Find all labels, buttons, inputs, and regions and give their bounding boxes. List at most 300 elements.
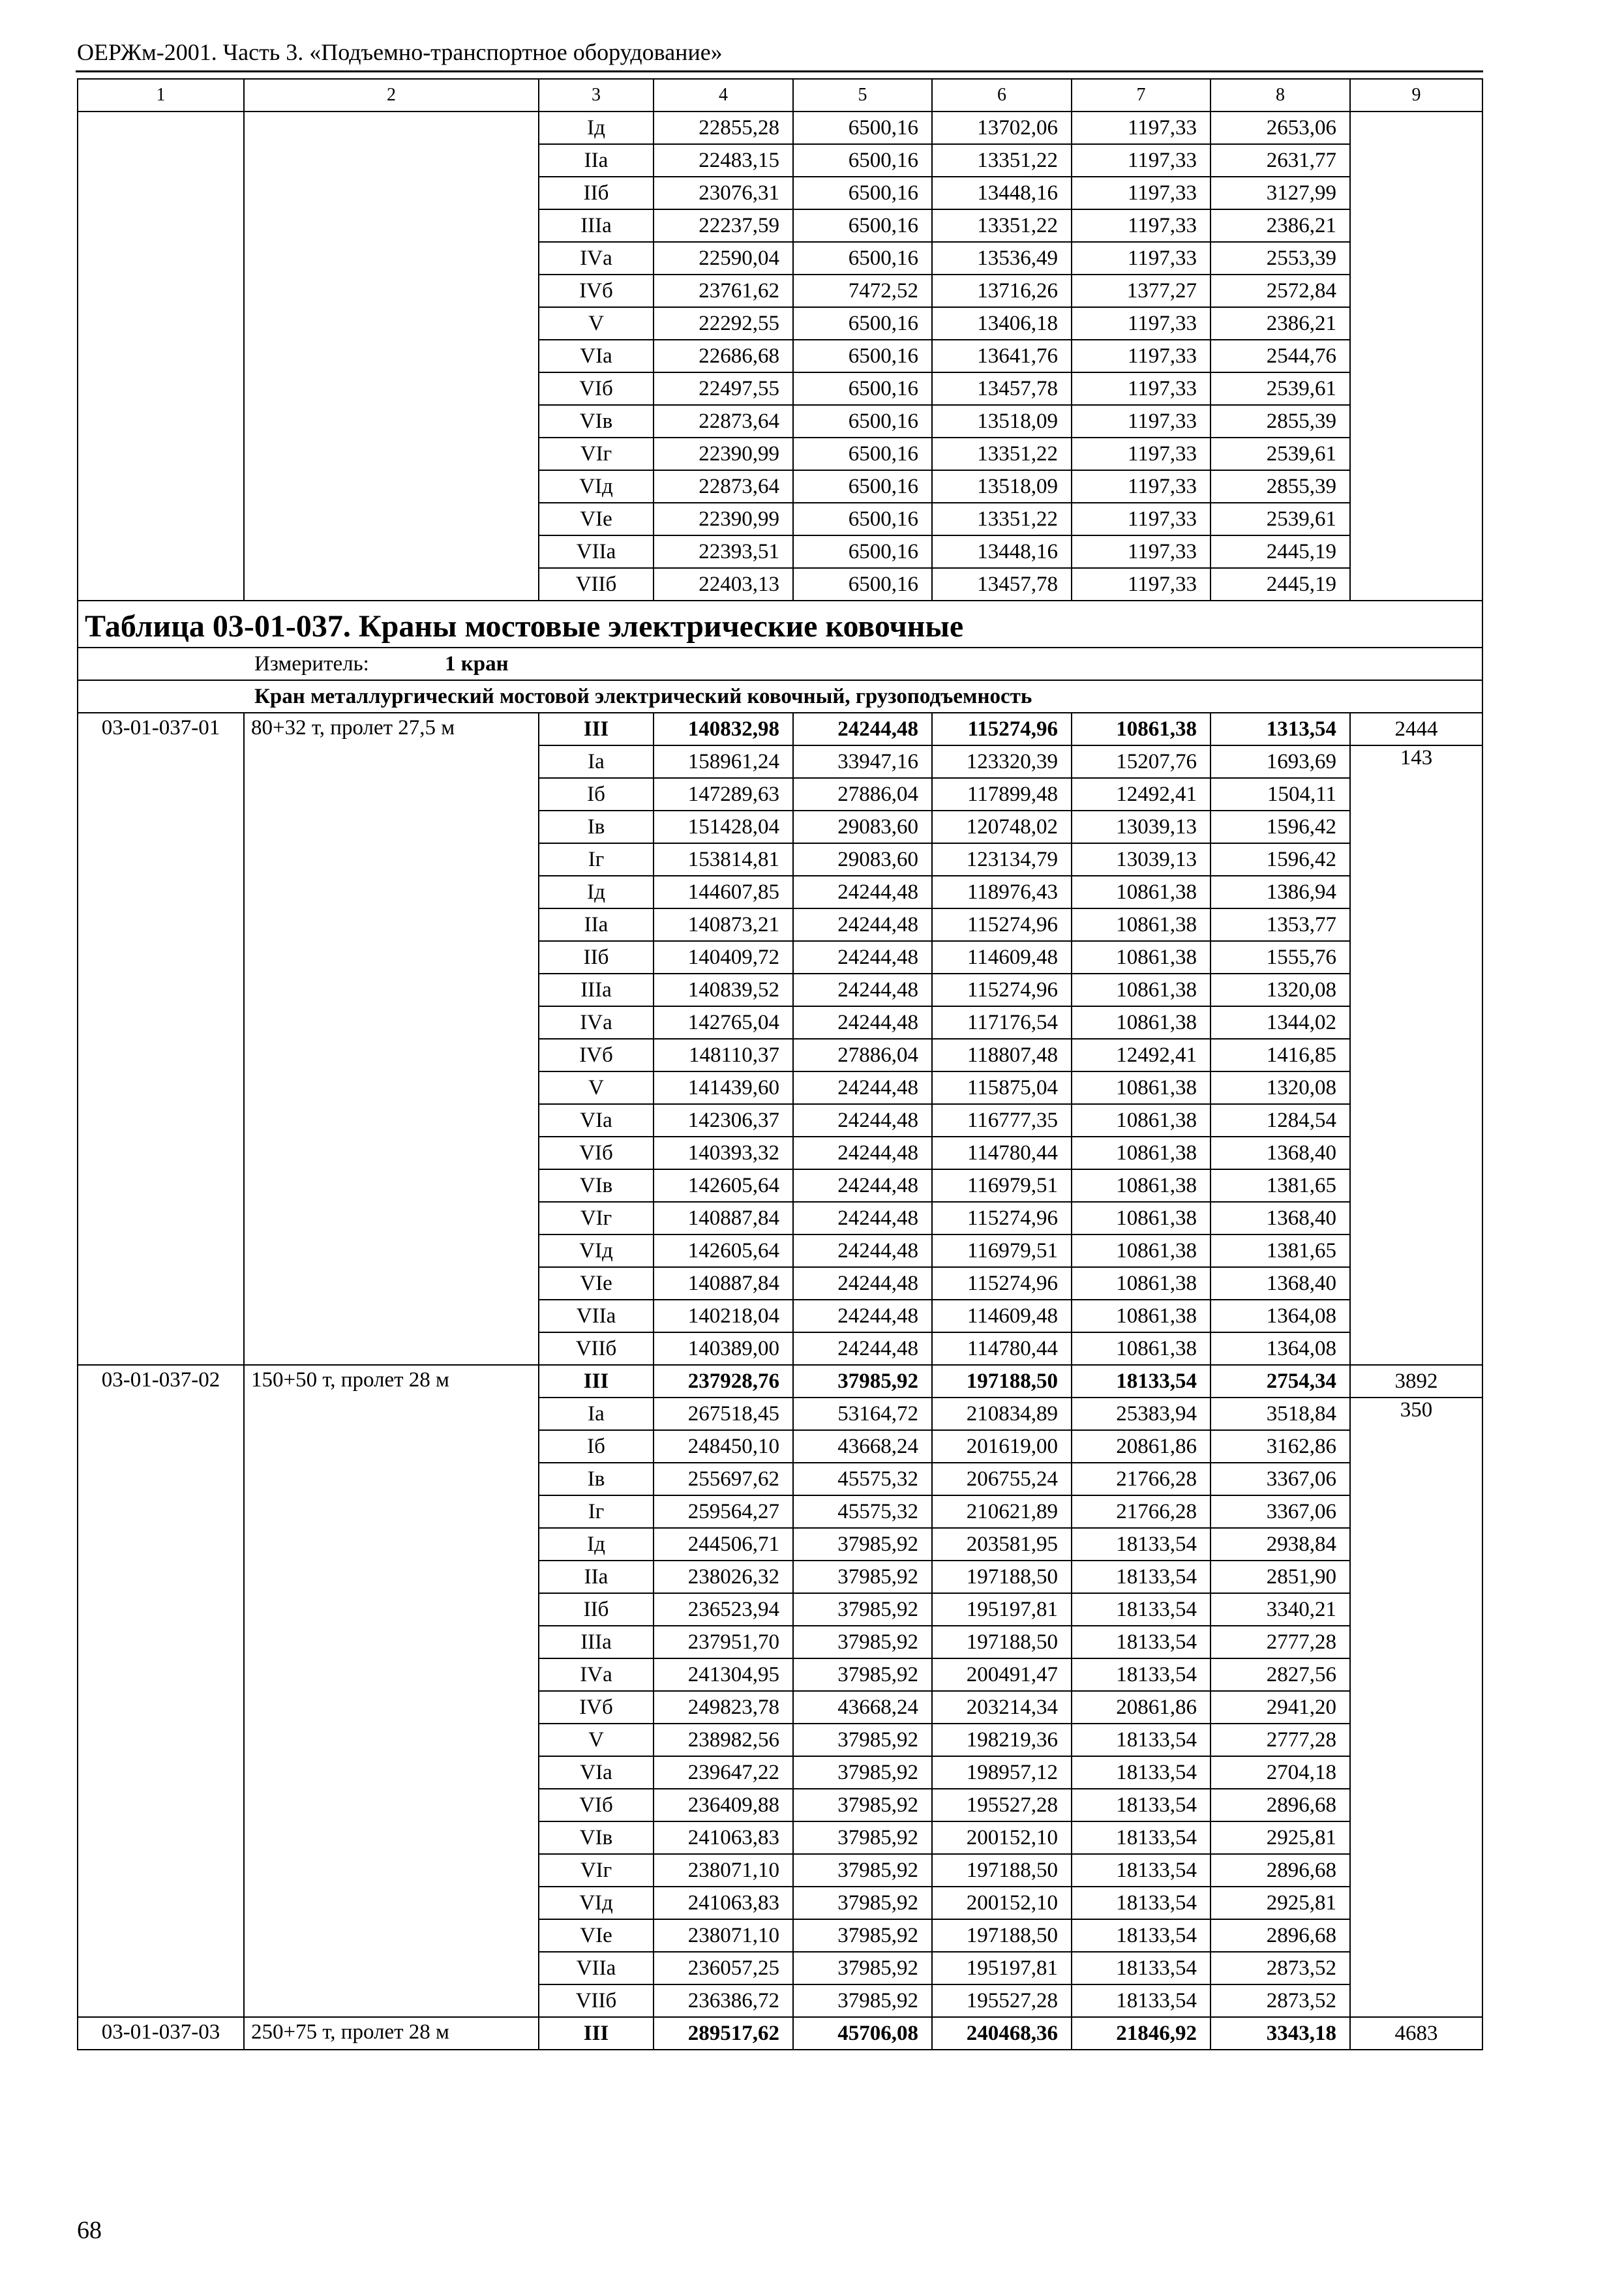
value-cell: 1197,33 — [1072, 112, 1210, 144]
value-cell: 2653,06 — [1210, 112, 1350, 144]
zone-cell: VIе — [539, 503, 654, 535]
value-cell: 147289,63 — [654, 778, 793, 811]
table-row — [78, 2017, 1482, 2050]
value-cell: 21766,28 — [1072, 1463, 1210, 1495]
value-cell: 15207,76 — [1072, 745, 1210, 778]
value-cell: 37985,92 — [793, 1561, 932, 1593]
value-cell: 3518,84 — [1210, 1398, 1350, 1430]
column-number: 1 — [78, 79, 244, 112]
value-cell: 6500,16 — [793, 470, 932, 503]
value-cell: 2754,34 — [1210, 1365, 1350, 1398]
value-cell: 6500,16 — [793, 242, 932, 275]
value-cell: 53164,72 — [793, 1398, 932, 1430]
value-cell: 239647,22 — [654, 1756, 793, 1789]
value-cell: 203581,95 — [932, 1528, 1072, 1561]
zone-cell: VIд — [539, 470, 654, 503]
value-cell: 24244,48 — [793, 1300, 932, 1332]
zone-cell: VIIа — [539, 1952, 654, 1984]
value-cell: 6500,16 — [793, 405, 932, 438]
item-code: 03-01-037-01 — [78, 713, 244, 1365]
value-cell: 114780,44 — [932, 1332, 1072, 1365]
value-cell: 1377,27 — [1072, 275, 1210, 307]
table-row — [78, 713, 1482, 745]
value-cell: 144607,85 — [654, 876, 793, 908]
value-cell: 1368,40 — [1210, 1137, 1350, 1169]
value-cell: 197188,50 — [932, 1854, 1072, 1887]
zone-cell: Iа — [539, 745, 654, 778]
value-cell: 1416,85 — [1210, 1039, 1350, 1071]
value-cell: 12492,41 — [1072, 1039, 1210, 1071]
value-cell: 13457,78 — [932, 568, 1072, 601]
value-cell: 24244,48 — [793, 1137, 932, 1169]
value-cell: 2553,39 — [1210, 242, 1350, 275]
table-title-row — [78, 601, 1482, 648]
value-cell: 259564,27 — [654, 1495, 793, 1528]
value-cell: 10861,38 — [1072, 1202, 1210, 1234]
value-cell: 37985,92 — [793, 1626, 932, 1658]
value-cell: 6500,16 — [793, 340, 932, 372]
value-cell: 2896,68 — [1210, 1854, 1350, 1887]
value-cell: 1197,33 — [1072, 535, 1210, 568]
value-cell: 236057,25 — [654, 1952, 793, 1984]
value-cell: 200152,10 — [932, 1887, 1072, 1919]
value-cell: 116979,51 — [932, 1169, 1072, 1202]
value-cell: 115274,96 — [932, 974, 1072, 1006]
meter-label: Измеритель: — [254, 652, 369, 676]
zone-cell: VIг — [539, 1202, 654, 1234]
value-cell: 115274,96 — [932, 908, 1072, 941]
value-cell: 22390,99 — [654, 503, 793, 535]
value-cell: 13351,22 — [932, 144, 1072, 177]
value-cell: 18133,54 — [1072, 1887, 1210, 1919]
zone-cell: VIIб — [539, 568, 654, 601]
value-cell: 2925,81 — [1210, 1821, 1350, 1854]
value-cell: 6500,16 — [793, 438, 932, 470]
value-cell: 1197,33 — [1072, 242, 1210, 275]
value-cell: 3340,21 — [1210, 1593, 1350, 1626]
col9-value: 350 — [1350, 1398, 1482, 2017]
zone-cell: IVа — [539, 242, 654, 275]
value-cell: 22393,51 — [654, 535, 793, 568]
value-cell: 10861,38 — [1072, 1104, 1210, 1137]
zone-cell: V — [539, 1071, 654, 1104]
value-cell: 23076,31 — [654, 177, 793, 209]
value-cell: 45575,32 — [793, 1495, 932, 1528]
value-cell: 22590,04 — [654, 242, 793, 275]
column-number: 6 — [932, 79, 1072, 112]
value-cell: 10861,38 — [1072, 1234, 1210, 1267]
value-cell: 10861,38 — [1072, 1267, 1210, 1300]
value-cell: 1693,69 — [1210, 745, 1350, 778]
value-cell: 1197,33 — [1072, 307, 1210, 340]
column-number: 9 — [1350, 79, 1482, 112]
value-cell: 18133,54 — [1072, 1528, 1210, 1561]
value-cell: 13518,09 — [932, 405, 1072, 438]
value-cell: 1320,08 — [1210, 1071, 1350, 1104]
value-cell: 123320,39 — [932, 745, 1072, 778]
item-code: 03-01-037-02 — [78, 1365, 244, 2017]
zone-cell: Iб — [539, 778, 654, 811]
value-cell: 22873,64 — [654, 470, 793, 503]
value-cell: 140832,98 — [654, 713, 793, 745]
value-cell: 206755,24 — [932, 1463, 1072, 1495]
value-cell: 18133,54 — [1072, 1365, 1210, 1398]
value-cell: 37985,92 — [793, 1789, 932, 1821]
value-cell: 7472,52 — [793, 275, 932, 307]
value-cell: 142765,04 — [654, 1006, 793, 1039]
value-cell: 37985,92 — [793, 1724, 932, 1756]
zone-cell: VIв — [539, 1169, 654, 1202]
value-cell: 237928,76 — [654, 1365, 793, 1398]
name-cell — [244, 112, 539, 601]
value-cell: 18133,54 — [1072, 1724, 1210, 1756]
zone-cell: V — [539, 307, 654, 340]
value-cell: 115274,96 — [932, 1202, 1072, 1234]
price-table — [77, 78, 1483, 2050]
zone-cell: VIIа — [539, 535, 654, 568]
value-cell: 18133,54 — [1072, 1952, 1210, 1984]
value-cell: 10861,38 — [1072, 1137, 1210, 1169]
value-cell: 10861,38 — [1072, 974, 1210, 1006]
value-cell: 142605,64 — [654, 1234, 793, 1267]
column-number: 2 — [244, 79, 539, 112]
value-cell: 197188,50 — [932, 1626, 1072, 1658]
table-title: Таблица 03-01-037. Краны мостовые электрические ковочные — [78, 601, 1482, 648]
code-cell — [78, 112, 244, 601]
value-cell: 2938,84 — [1210, 1528, 1350, 1561]
zone-cell: IVб — [539, 275, 654, 307]
value-cell: 114609,48 — [932, 1300, 1072, 1332]
subtitle-row — [78, 680, 1482, 713]
value-cell: 37985,92 — [793, 1984, 932, 2017]
value-cell: 6500,16 — [793, 112, 932, 144]
value-cell: 2544,76 — [1210, 340, 1350, 372]
value-cell: 1596,42 — [1210, 811, 1350, 843]
value-cell: 2572,84 — [1210, 275, 1350, 307]
value-cell: 18133,54 — [1072, 1756, 1210, 1789]
value-cell: 141439,60 — [654, 1071, 793, 1104]
value-cell: 3343,18 — [1210, 2017, 1350, 2050]
zone-cell: VIг — [539, 438, 654, 470]
value-cell: 2445,19 — [1210, 568, 1350, 601]
value-cell: 20861,86 — [1072, 1430, 1210, 1463]
value-cell: 118807,48 — [932, 1039, 1072, 1071]
value-cell: 210621,89 — [932, 1495, 1072, 1528]
running-title: ОЕРЖм-2001. Часть 3. «Подъемно-транспортное оборудование» — [77, 39, 723, 65]
value-cell: 2941,20 — [1210, 1691, 1350, 1724]
value-cell: 3162,86 — [1210, 1430, 1350, 1463]
zone-cell: IVа — [539, 1658, 654, 1691]
value-cell: 195197,81 — [932, 1952, 1072, 1984]
value-cell: 13351,22 — [932, 503, 1072, 535]
zone-cell: VIа — [539, 1104, 654, 1137]
value-cell: 2873,52 — [1210, 1952, 1350, 1984]
value-cell: 13716,26 — [932, 275, 1072, 307]
value-cell: 289517,62 — [654, 2017, 793, 2050]
value-cell: 1197,33 — [1072, 470, 1210, 503]
value-cell: 123134,79 — [932, 843, 1072, 876]
value-cell: 13702,06 — [932, 112, 1072, 144]
value-cell: 2777,28 — [1210, 1626, 1350, 1658]
value-cell: 3367,06 — [1210, 1495, 1350, 1528]
value-cell: 210834,89 — [932, 1398, 1072, 1430]
value-cell: 43668,24 — [793, 1691, 932, 1724]
zone-cell: VIб — [539, 1789, 654, 1821]
value-cell: 10861,38 — [1072, 1071, 1210, 1104]
value-cell: 117176,54 — [932, 1006, 1072, 1039]
value-cell: 115274,96 — [932, 1267, 1072, 1300]
value-cell: 197188,50 — [932, 1919, 1072, 1952]
value-cell: 197188,50 — [932, 1365, 1072, 1398]
value-cell: 37985,92 — [793, 1887, 932, 1919]
zone-cell: VIв — [539, 1821, 654, 1854]
value-cell: 153814,81 — [654, 843, 793, 876]
value-cell: 2855,39 — [1210, 470, 1350, 503]
value-cell: 148110,37 — [654, 1039, 793, 1071]
meter-value: 1 кран — [445, 652, 509, 676]
value-cell: 37985,92 — [793, 1593, 932, 1626]
value-cell: 2851,90 — [1210, 1561, 1350, 1593]
item-code: 03-01-037-03 — [78, 2017, 244, 2050]
value-cell: 2386,21 — [1210, 209, 1350, 242]
value-cell: 241063,83 — [654, 1821, 793, 1854]
value-cell: 22483,15 — [654, 144, 793, 177]
value-cell: 24244,48 — [793, 1169, 932, 1202]
value-cell: 120748,02 — [932, 811, 1072, 843]
value-cell: 248450,10 — [654, 1430, 793, 1463]
value-cell: 2896,68 — [1210, 1789, 1350, 1821]
value-cell: 142605,64 — [654, 1169, 793, 1202]
value-cell: 249823,78 — [654, 1691, 793, 1724]
value-cell: 13641,76 — [932, 340, 1072, 372]
zone-cell: IIа — [539, 1561, 654, 1593]
value-cell: 1504,11 — [1210, 778, 1350, 811]
value-cell: 13448,16 — [932, 177, 1072, 209]
column-number: 8 — [1210, 79, 1350, 112]
value-cell: 24244,48 — [793, 876, 932, 908]
col9-value: 3892 — [1350, 1365, 1482, 1398]
value-cell: 2873,52 — [1210, 1984, 1350, 2017]
value-cell: 2896,68 — [1210, 1919, 1350, 1952]
value-cell: 6500,16 — [793, 307, 932, 340]
value-cell: 3127,99 — [1210, 177, 1350, 209]
value-cell: 1381,65 — [1210, 1234, 1350, 1267]
value-cell: 22497,55 — [654, 372, 793, 405]
value-cell: 116777,35 — [932, 1104, 1072, 1137]
value-cell: 1596,42 — [1210, 843, 1350, 876]
col9-cell — [1350, 112, 1482, 601]
value-cell: 13406,18 — [932, 307, 1072, 340]
column-number: 3 — [539, 79, 654, 112]
value-cell: 10861,38 — [1072, 908, 1210, 941]
meter-row — [78, 648, 1482, 680]
table-row — [78, 112, 1482, 144]
value-cell: 195527,28 — [932, 1789, 1072, 1821]
value-cell: 21766,28 — [1072, 1495, 1210, 1528]
value-cell: 37985,92 — [793, 1528, 932, 1561]
value-cell: 1197,33 — [1072, 438, 1210, 470]
value-cell: 1555,76 — [1210, 941, 1350, 974]
value-cell: 24244,48 — [793, 1332, 932, 1365]
value-cell: 140887,84 — [654, 1267, 793, 1300]
value-cell: 1197,33 — [1072, 503, 1210, 535]
value-cell: 1313,54 — [1210, 713, 1350, 745]
value-cell: 238982,56 — [654, 1724, 793, 1756]
value-cell: 13351,22 — [932, 209, 1072, 242]
value-cell: 140409,72 — [654, 941, 793, 974]
value-cell: 116979,51 — [932, 1234, 1072, 1267]
value-cell: 45575,32 — [793, 1463, 932, 1495]
item-name: 80+32 т, пролет 27,5 м — [244, 713, 539, 1365]
zone-cell: IIIа — [539, 1626, 654, 1658]
column-number-row — [78, 79, 1482, 112]
value-cell: 22686,68 — [654, 340, 793, 372]
value-cell: 198219,36 — [932, 1724, 1072, 1756]
value-cell: 33947,16 — [793, 745, 932, 778]
page-number: 68 — [77, 2217, 102, 2244]
zone-cell: VIб — [539, 1137, 654, 1169]
value-cell: 13039,13 — [1072, 843, 1210, 876]
price-table-body — [78, 79, 1482, 2050]
zone-cell: VIIа — [539, 1300, 654, 1332]
value-cell: 6500,16 — [793, 568, 932, 601]
value-cell: 1386,94 — [1210, 876, 1350, 908]
value-cell: 37985,92 — [793, 1854, 932, 1887]
value-cell: 198957,12 — [932, 1756, 1072, 1789]
value-cell: 22237,59 — [654, 209, 793, 242]
value-cell: 24244,48 — [793, 713, 932, 745]
zone-cell: IIб — [539, 1593, 654, 1626]
value-cell: 1197,33 — [1072, 340, 1210, 372]
value-cell: 6500,16 — [793, 535, 932, 568]
value-cell: 142306,37 — [654, 1104, 793, 1137]
value-cell: 1353,77 — [1210, 908, 1350, 941]
value-cell: 1364,08 — [1210, 1332, 1350, 1365]
value-cell: 27886,04 — [793, 1039, 932, 1071]
value-cell: 21846,92 — [1072, 2017, 1210, 2050]
value-cell: 24244,48 — [793, 1006, 932, 1039]
value-cell: 37985,92 — [793, 1756, 932, 1789]
value-cell: 237951,70 — [654, 1626, 793, 1658]
value-cell: 13536,49 — [932, 242, 1072, 275]
value-cell: 18133,54 — [1072, 1984, 1210, 2017]
value-cell: 267518,45 — [654, 1398, 793, 1430]
value-cell: 2445,19 — [1210, 535, 1350, 568]
value-cell: 1344,02 — [1210, 1006, 1350, 1039]
zone-cell: IVа — [539, 1006, 654, 1039]
value-cell: 37985,92 — [793, 1365, 932, 1398]
value-cell: 20861,86 — [1072, 1691, 1210, 1724]
value-cell: 200152,10 — [932, 1821, 1072, 1854]
value-cell: 18133,54 — [1072, 1593, 1210, 1626]
value-cell: 118976,43 — [932, 876, 1072, 908]
value-cell: 1368,40 — [1210, 1202, 1350, 1234]
value-cell: 22403,13 — [654, 568, 793, 601]
value-cell: 24244,48 — [793, 1234, 932, 1267]
value-cell: 1197,33 — [1072, 177, 1210, 209]
table-row — [78, 1365, 1482, 1398]
zone-cell: III — [539, 1365, 654, 1398]
value-cell: 18133,54 — [1072, 1626, 1210, 1658]
zone-cell: VIд — [539, 1234, 654, 1267]
value-cell: 37985,92 — [793, 1658, 932, 1691]
value-cell: 1197,33 — [1072, 144, 1210, 177]
zone-cell: III — [539, 2017, 654, 2050]
value-cell: 140873,21 — [654, 908, 793, 941]
zone-cell: VIIб — [539, 1984, 654, 2017]
value-cell: 43668,24 — [793, 1430, 932, 1463]
value-cell: 117899,48 — [932, 778, 1072, 811]
zone-cell: Iг — [539, 1495, 654, 1528]
value-cell: 29083,60 — [793, 811, 932, 843]
value-cell: 6500,16 — [793, 209, 932, 242]
zone-cell: IIIа — [539, 209, 654, 242]
item-name: 250+75 т, пролет 28 м — [244, 2017, 539, 2050]
value-cell: 2539,61 — [1210, 372, 1350, 405]
value-cell: 18133,54 — [1072, 1821, 1210, 1854]
column-number: 5 — [793, 79, 932, 112]
value-cell: 24244,48 — [793, 908, 932, 941]
value-cell: 18133,54 — [1072, 1658, 1210, 1691]
zone-cell: IIб — [539, 177, 654, 209]
value-cell: 10861,38 — [1072, 1006, 1210, 1039]
value-cell: 140887,84 — [654, 1202, 793, 1234]
value-cell: 13457,78 — [932, 372, 1072, 405]
value-cell: 201619,00 — [932, 1430, 1072, 1463]
value-cell: 236409,88 — [654, 1789, 793, 1821]
value-cell: 3367,06 — [1210, 1463, 1350, 1495]
column-number: 7 — [1072, 79, 1210, 112]
value-cell: 37985,92 — [793, 1952, 932, 1984]
item-name: 150+50 т, пролет 28 м — [244, 1365, 539, 2017]
value-cell: 10861,38 — [1072, 1169, 1210, 1202]
zone-cell: VIг — [539, 1854, 654, 1887]
col9-value: 143 — [1350, 745, 1482, 1365]
zone-cell: Iв — [539, 1463, 654, 1495]
value-cell: 115274,96 — [932, 713, 1072, 745]
value-cell: 2777,28 — [1210, 1724, 1350, 1756]
value-cell: 24244,48 — [793, 1202, 932, 1234]
value-cell: 151428,04 — [654, 811, 793, 843]
value-cell: 1381,65 — [1210, 1169, 1350, 1202]
value-cell: 10861,38 — [1072, 1300, 1210, 1332]
zone-cell: VIв — [539, 405, 654, 438]
value-cell: 6500,16 — [793, 144, 932, 177]
value-cell: 37985,92 — [793, 1919, 932, 1952]
value-cell: 200491,47 — [932, 1658, 1072, 1691]
value-cell: 24244,48 — [793, 1267, 932, 1300]
value-cell: 195197,81 — [932, 1593, 1072, 1626]
zone-cell: III — [539, 713, 654, 745]
value-cell: 6500,16 — [793, 372, 932, 405]
value-cell: 195527,28 — [932, 1984, 1072, 2017]
value-cell: 1197,33 — [1072, 372, 1210, 405]
zone-cell: Iд — [539, 112, 654, 144]
value-cell: 2704,18 — [1210, 1756, 1350, 1789]
zone-cell: V — [539, 1724, 654, 1756]
value-cell: 115875,04 — [932, 1071, 1072, 1104]
col9-value: 4683 — [1350, 2017, 1482, 2050]
value-cell: 1320,08 — [1210, 974, 1350, 1006]
value-cell: 10861,38 — [1072, 876, 1210, 908]
value-cell: 13039,13 — [1072, 811, 1210, 843]
value-cell: 203214,34 — [932, 1691, 1072, 1724]
zone-cell: IVб — [539, 1039, 654, 1071]
value-cell: 1364,08 — [1210, 1300, 1350, 1332]
value-cell: 140393,32 — [654, 1137, 793, 1169]
zone-cell: IVб — [539, 1691, 654, 1724]
value-cell: 2386,21 — [1210, 307, 1350, 340]
